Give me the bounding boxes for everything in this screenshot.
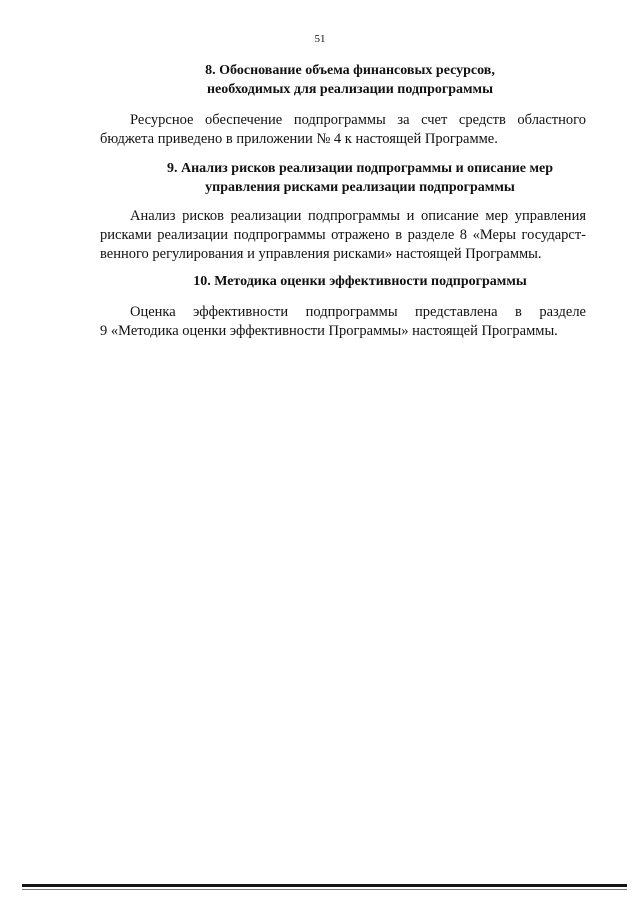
section-9-paragraph-line-2: рисками реализации подпрограммы отражено в разделе 8 «Меры государст- [100,227,586,243]
section-8-heading-line-2: необходимых для реализации подпрограммы [206,82,494,97]
section-9-paragraph-line-1: Анализ рисков реализации подпрограммы и описание мер управления [130,208,586,224]
section-10-paragraph-line-2: 9 «Методика оценки эффективности Программы» настоящей Программы. [100,323,558,339]
section-8-paragraph [100,111,586,149]
section-8-paragraph-line-2: бюджета приведено в приложении № 4 к настоящей Программе. [100,131,498,147]
section-10-heading [150,272,570,291]
section-9-heading-line-1: 9. Анализ рисков реализации подпрограммы и описание мер [166,161,554,176]
section-9-paragraph [100,207,586,264]
section-8-paragraph-line-1: Ресурсное обеспечение подпрограммы за счет средств областного [130,112,586,128]
section-8-heading-line-1: 8. Обоснование объема финансовых ресурсов, [205,63,495,78]
section-8-heading [150,61,550,99]
section-9-paragraph-line-3: венного регулирования и управления рисками» настоящей Программы. [100,246,542,262]
section-10-paragraph-line-1: Оценка эффективности подпрограммы представлена в разделе [130,304,586,320]
section-9-heading-line-2: управления рисками реализации подпрограммы [205,180,515,195]
bottom-border-rule [22,884,627,887]
page-number: 51 [314,33,326,45]
section-9-heading [140,159,580,197]
bottom-border-rule-shadow [22,889,627,890]
section-10-paragraph [100,303,586,341]
section-10-heading-line-1: 10. Методика оценки эффективности подпрограммы [193,274,527,289]
